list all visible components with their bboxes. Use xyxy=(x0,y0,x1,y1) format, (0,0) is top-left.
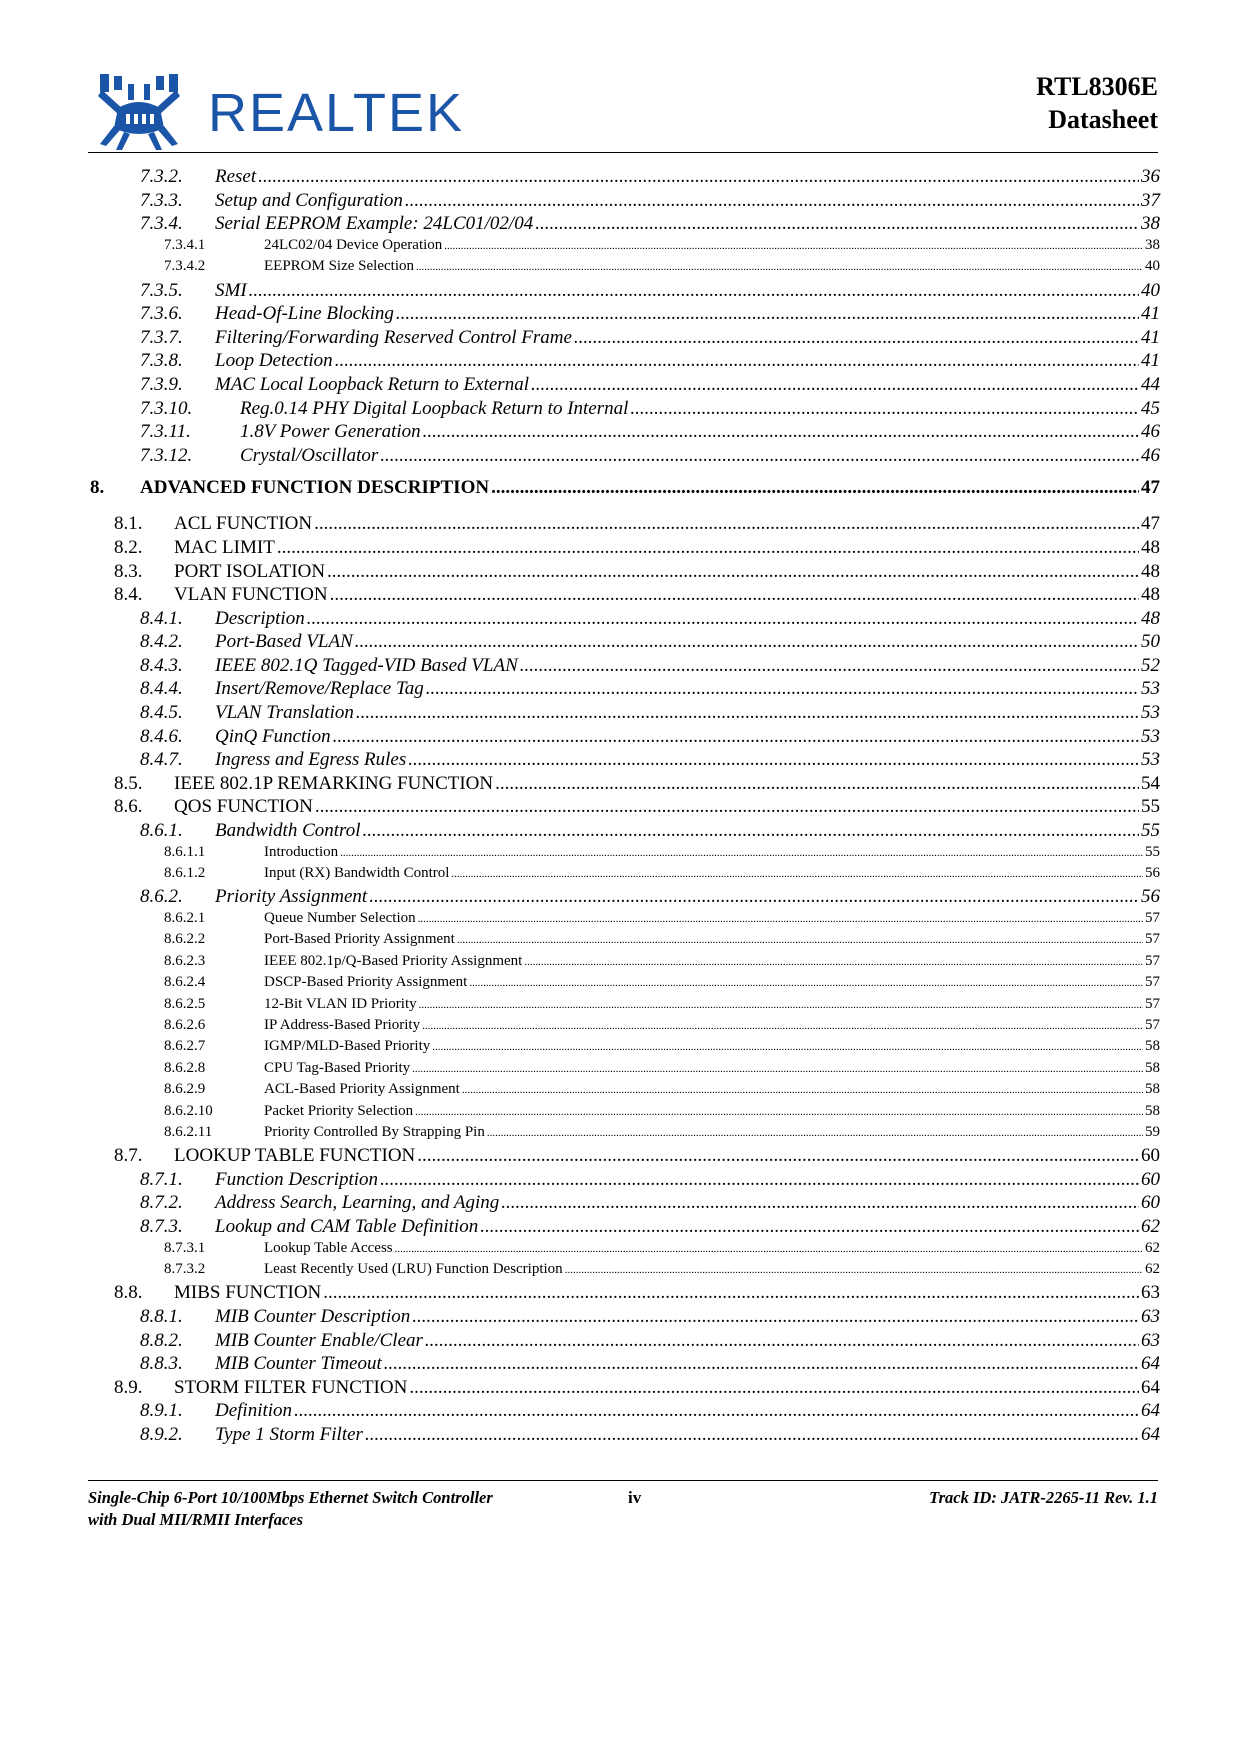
toc-entry-page: 60 xyxy=(1141,1192,1160,1214)
toc-entry[interactable] xyxy=(90,1169,1160,1193)
toc-entry-number: 8.1. xyxy=(114,513,143,535)
toc-entry-title: QinQ Function xyxy=(215,725,331,747)
toc-entry-title: ACL FUNCTION xyxy=(174,513,313,535)
toc-entry-number: 8.9. xyxy=(114,1376,143,1398)
toc-entry-number: 8.4.2. xyxy=(140,631,183,653)
toc-entry[interactable] xyxy=(90,702,1160,726)
toc-entry-number: 8.6.2.4 xyxy=(164,974,206,991)
toc-dot-leader xyxy=(307,608,1139,630)
toc-entry-page: 58 xyxy=(1145,1081,1160,1098)
toc-entry[interactable] xyxy=(90,1081,1160,1102)
toc-dot-leader xyxy=(425,1330,1139,1352)
toc-entry-number: 8.6.1.2 xyxy=(164,865,206,882)
toc-entry-number: 8.7.2. xyxy=(140,1192,183,1214)
toc-entry-page: 37 xyxy=(1141,189,1160,211)
toc-entry-number: 8.4. xyxy=(114,584,143,606)
toc-entry[interactable] xyxy=(90,445,1160,469)
toc-entry-page: 57 xyxy=(1145,995,1160,1012)
toc-entry-title: Reg.0.14 PHY Digital Loopback Return to Internal xyxy=(240,397,629,419)
toc-entry[interactable] xyxy=(90,953,1160,974)
toc-entry-number: 8.7.3.2 xyxy=(164,1261,206,1278)
toc-entry-number: 8.4.6. xyxy=(140,725,183,747)
toc-entry-title: Function Description xyxy=(215,1168,379,1190)
toc-entry-title: IEEE 802.1Q Tagged-VID Based VLAN xyxy=(215,654,518,676)
toc-entry-title: Priority Assignment xyxy=(215,886,368,908)
toc-entry-title: Bandwidth Control xyxy=(215,820,361,842)
toc-entry[interactable] xyxy=(90,655,1160,679)
toc-entry-title: Filtering/Forwarding Reserved Control Frame xyxy=(215,326,572,348)
toc-entry-title: Crystal/Oscillator xyxy=(240,444,379,466)
toc-dot-leader xyxy=(535,213,1139,235)
toc-entry[interactable] xyxy=(90,749,1160,773)
toc-entry-page: 62 xyxy=(1141,1216,1160,1238)
toc-dot-leader xyxy=(384,1353,1139,1375)
toc-dot-leader xyxy=(380,445,1139,467)
toc-entry-page: 62 xyxy=(1145,1239,1160,1256)
toc-entry-page: 46 xyxy=(1141,421,1160,443)
toc-entry-title: Ingress and Egress Rules xyxy=(215,749,407,771)
toc-dot-leader xyxy=(520,655,1139,677)
toc-dot-leader xyxy=(418,910,1143,927)
toc-dot-leader xyxy=(380,1169,1139,1191)
toc-dot-leader xyxy=(249,280,1139,302)
toc-entry-page: 63 xyxy=(1141,1329,1160,1351)
toc-entry-title: Lookup and CAM Table Definition xyxy=(215,1216,479,1238)
toc-entry[interactable] xyxy=(90,561,1160,585)
toc-entry-title: Description xyxy=(215,607,305,629)
realtek-crab-logo-icon xyxy=(94,70,184,152)
toc-entry-title: Setup and Configuration xyxy=(215,189,403,211)
toc-entry-page: 40 xyxy=(1141,279,1160,301)
toc-dot-leader xyxy=(491,477,1139,499)
toc-entry-page: 57 xyxy=(1145,931,1160,948)
toc-entry-page: 38 xyxy=(1145,236,1160,253)
toc-entry-page: 57 xyxy=(1145,952,1160,969)
toc-entry-page: 53 xyxy=(1141,725,1160,747)
toc-entry-number: 7.3.12. xyxy=(140,444,193,466)
toc-entry[interactable] xyxy=(90,996,1160,1017)
toc-entry-title: MAC Local Loopback Return to External xyxy=(215,373,529,395)
toc-entry-page: 58 xyxy=(1145,1038,1160,1055)
toc-dot-leader xyxy=(330,584,1139,606)
toc-entry-page: 53 xyxy=(1141,678,1160,700)
toc-dot-leader xyxy=(314,513,1139,535)
toc-dot-leader xyxy=(412,1060,1143,1077)
toc-entry-title: Lookup Table Access xyxy=(264,1239,393,1256)
toc-entry-title: VLAN FUNCTION xyxy=(174,584,328,606)
toc-entry-title: Type 1 Storm Filter xyxy=(215,1424,363,1446)
toc-entry[interactable] xyxy=(90,350,1160,374)
toc-entry[interactable] xyxy=(90,1400,1160,1424)
toc-dot-leader xyxy=(630,398,1139,420)
toc-entry-number: 8.6.2.11 xyxy=(164,1123,213,1140)
toc-entry-title: PORT ISOLATION xyxy=(174,560,326,582)
toc-entry-title: 24LC02/04 Device Operation xyxy=(264,236,443,253)
toc-dot-leader xyxy=(426,678,1139,700)
toc-entry-number: 7.3.10. xyxy=(140,397,193,419)
toc-dot-leader xyxy=(327,561,1139,583)
toc-entry-page: 58 xyxy=(1145,1059,1160,1076)
toc-entry[interactable] xyxy=(90,974,1160,995)
toc-entry-title: DSCP-Based Priority Assignment xyxy=(264,974,468,991)
toc-dot-leader xyxy=(415,1103,1143,1120)
toc-entry-number: 8.6.2.2 xyxy=(164,931,206,948)
toc-entry-page: 59 xyxy=(1145,1123,1160,1140)
toc-entry-number: 8.8.3. xyxy=(140,1353,183,1375)
toc-entry[interactable] xyxy=(90,327,1160,351)
toc-entry-page: 47 xyxy=(1141,513,1160,535)
toc-entry[interactable] xyxy=(90,1124,1160,1145)
toc-dot-leader xyxy=(395,1240,1143,1257)
toc-dot-leader xyxy=(412,1306,1139,1328)
toc-entry[interactable] xyxy=(90,190,1160,214)
toc-entry-number: 8.4.5. xyxy=(140,702,183,724)
toc-entry-title: IGMP/MLD-Based Priority xyxy=(264,1038,431,1055)
toc-entry-title: Insert/Remove/Replace Tag xyxy=(215,678,424,700)
toc-entry-title: MAC LIMIT xyxy=(174,536,275,558)
toc-entry-page: 60 xyxy=(1141,1168,1160,1190)
toc-entry[interactable] xyxy=(90,374,1160,398)
toc-entry[interactable] xyxy=(90,726,1160,750)
toc-entry[interactable] xyxy=(90,1261,1160,1282)
toc-entry[interactable] xyxy=(90,1330,1160,1354)
toc-entry[interactable] xyxy=(90,513,1160,537)
toc-entry-title: Loop Detection xyxy=(215,350,333,372)
toc-dot-leader xyxy=(409,1377,1139,1399)
toc-dot-leader xyxy=(417,1145,1139,1167)
toc-entry-page: 50 xyxy=(1141,631,1160,653)
toc-entry-title: Priority Controlled By Strapping Pin xyxy=(264,1123,485,1140)
toc-dot-leader xyxy=(335,350,1139,372)
toc-entry[interactable] xyxy=(90,1306,1160,1330)
toc-entry-number: 7.3.3. xyxy=(140,189,183,211)
toc-dot-leader xyxy=(416,258,1143,275)
toc-entry[interactable] xyxy=(90,237,1160,258)
toc-entry[interactable] xyxy=(90,303,1160,327)
toc-entry[interactable] xyxy=(90,280,1160,304)
toc-entry-title: Packet Priority Selection xyxy=(264,1102,414,1119)
toc-entry-title: SMI xyxy=(215,279,247,301)
toc-entry-page: 56 xyxy=(1141,886,1160,908)
toc-entry[interactable] xyxy=(90,213,1160,237)
toc-entry-page: 48 xyxy=(1141,584,1160,606)
toc-entry-number: 8.6.2.1 xyxy=(164,910,206,926)
toc-entry-title: 12-Bit VLAN ID Priority xyxy=(264,995,417,1012)
toc-entry-number: 7.3.4. xyxy=(140,213,183,235)
footer-track-id: Track ID: JATR-2265-11 Rev. 1.1 xyxy=(929,1488,1158,1507)
toc-entry-page: 52 xyxy=(1141,654,1160,676)
toc-dot-leader xyxy=(469,974,1143,991)
toc-entry-title: MIBS FUNCTION xyxy=(174,1282,322,1304)
toc-dot-leader xyxy=(462,1081,1143,1098)
toc-dot-leader xyxy=(565,1261,1143,1278)
toc-dot-leader xyxy=(480,1216,1139,1238)
toc-dot-leader xyxy=(444,237,1143,254)
toc-entry[interactable] xyxy=(90,796,1160,820)
toc-entry-number: 7.3.2. xyxy=(140,166,183,187)
toc-entry-number: 8.4.3. xyxy=(140,654,183,676)
toc-entry-page: 57 xyxy=(1145,974,1160,991)
toc-dot-leader xyxy=(495,773,1139,795)
page-header xyxy=(88,60,1158,153)
toc-entry-page: 55 xyxy=(1141,820,1160,842)
toc-entry-page: 57 xyxy=(1145,910,1160,926)
toc-entry-number: 8.6.1.1 xyxy=(164,843,206,860)
toc-dot-leader xyxy=(340,844,1143,861)
toc-entry[interactable] xyxy=(90,477,1160,501)
toc-entry-title: IEEE 802.1P REMARKING FUNCTION xyxy=(174,772,494,794)
toc-entry-page: 40 xyxy=(1145,258,1160,275)
toc-entry-title: EEPROM Size Selection xyxy=(264,258,414,275)
toc-entry-number: 8. xyxy=(90,477,105,499)
toc-entry-page: 44 xyxy=(1141,373,1160,395)
toc-dot-leader xyxy=(363,820,1139,842)
toc-dot-leader xyxy=(432,1038,1143,1055)
toc-dot-leader xyxy=(323,1282,1139,1304)
document-title xyxy=(1036,70,1158,136)
toc-entry[interactable] xyxy=(90,1240,1160,1261)
toc-dot-leader xyxy=(258,166,1139,188)
toc-dot-leader xyxy=(524,953,1143,970)
toc-dot-leader xyxy=(531,374,1139,396)
toc-dot-leader xyxy=(365,1424,1139,1446)
toc-entry-title: Input (RX) Bandwidth Control xyxy=(264,865,450,882)
toc-entry-number: 8.7.3. xyxy=(140,1216,183,1238)
toc-entry-page: 63 xyxy=(1141,1306,1160,1328)
toc-entry-title: Reset xyxy=(215,166,257,187)
toc-entry-title: MIB Counter Enable/Clear xyxy=(215,1329,423,1351)
toc-entry[interactable] xyxy=(90,421,1160,445)
toc-entry-title: ADVANCED FUNCTION DESCRIPTION xyxy=(140,477,490,499)
footer-product-description xyxy=(88,1487,493,1531)
document-type: Datasheet xyxy=(1048,105,1158,134)
toc-entry-page: 38 xyxy=(1141,213,1160,235)
toc-entry-page: 64 xyxy=(1141,1400,1160,1422)
toc-entry-number: 8.6.2.7 xyxy=(164,1038,206,1055)
toc-entry[interactable] xyxy=(90,1377,1160,1401)
toc-entry-page: 60 xyxy=(1141,1145,1160,1167)
toc-entry-number: 8.7.3.1 xyxy=(164,1239,206,1256)
toc-entry-title: Least Recently Used (LRU) Function Description xyxy=(264,1261,563,1278)
toc-entry[interactable] xyxy=(90,820,1160,844)
toc-dot-leader xyxy=(574,327,1139,349)
toc-entry-number: 8.8. xyxy=(114,1282,143,1304)
toc-entry-number: 8.9.1. xyxy=(140,1400,183,1422)
toc-entry-page: 48 xyxy=(1141,536,1160,558)
toc-entry-number: 8.6.2.5 xyxy=(164,995,206,1012)
table-of-contents xyxy=(90,166,1160,1448)
toc-entry[interactable] xyxy=(90,1282,1160,1306)
toc-dot-leader xyxy=(487,1124,1143,1141)
toc-entry-title: Serial EEPROM Example: 24LC01/02/04 xyxy=(215,213,534,235)
brand-wordmark: REALTEK xyxy=(208,83,465,143)
toc-entry-title: Head-Of-Line Blocking xyxy=(215,303,394,325)
toc-entry[interactable] xyxy=(90,1103,1160,1124)
toc-entry-title: Port-Based VLAN xyxy=(215,631,353,653)
toc-entry-title: STORM FILTER FUNCTION xyxy=(174,1376,408,1398)
toc-entry[interactable] xyxy=(90,678,1160,702)
toc-entry-number: 8.7.1. xyxy=(140,1168,183,1190)
toc-entry[interactable] xyxy=(90,1038,1160,1059)
toc-dot-leader xyxy=(277,537,1139,559)
toc-entry-page: 41 xyxy=(1141,326,1160,348)
toc-entry[interactable] xyxy=(90,1424,1160,1448)
toc-entry-number: 8.4.1. xyxy=(140,607,183,629)
toc-dot-leader xyxy=(333,726,1139,748)
toc-entry-page: 36 xyxy=(1141,166,1160,187)
toc-entry-number: 8.6.2.10 xyxy=(164,1102,213,1119)
toc-dot-leader xyxy=(396,303,1139,325)
toc-entry-number: 8.7. xyxy=(114,1145,143,1167)
toc-dot-leader xyxy=(419,996,1143,1013)
toc-entry-page: 47 xyxy=(1141,477,1160,499)
toc-entry-title: Queue Number Selection xyxy=(264,910,416,926)
toc-entry-page: 54 xyxy=(1141,772,1160,794)
product-name: RTL8306E xyxy=(1036,72,1158,101)
toc-entry-title: Port-Based Priority Assignment xyxy=(264,931,455,948)
toc-entry-page: 62 xyxy=(1145,1261,1160,1278)
toc-entry-title: Introduction xyxy=(264,843,339,860)
toc-entry[interactable] xyxy=(90,1192,1160,1216)
toc-entry[interactable] xyxy=(90,258,1160,279)
toc-entry[interactable] xyxy=(90,865,1160,886)
toc-dot-leader xyxy=(451,865,1143,882)
toc-entry-title: VLAN Translation xyxy=(215,702,354,724)
page-footer xyxy=(88,1480,1158,1529)
toc-dot-leader xyxy=(294,1400,1139,1422)
toc-entry-number: 8.5. xyxy=(114,772,143,794)
toc-entry-title: Address Search, Learning, and Aging xyxy=(215,1192,500,1214)
toc-entry-number: 7.3.4.2 xyxy=(164,258,206,275)
toc-entry-page: 57 xyxy=(1145,1016,1160,1033)
toc-entry-title: LOOKUP TABLE FUNCTION xyxy=(174,1145,416,1167)
toc-entry-number: 8.9.2. xyxy=(140,1424,183,1446)
toc-entry-number: 8.6.2. xyxy=(140,886,183,908)
toc-entry-title: ACL-Based Priority Assignment xyxy=(264,1081,460,1098)
toc-entry[interactable] xyxy=(90,844,1160,865)
toc-entry[interactable] xyxy=(90,910,1160,931)
toc-dot-leader xyxy=(423,421,1139,443)
toc-dot-leader xyxy=(422,1017,1143,1034)
toc-dot-leader xyxy=(408,749,1139,771)
footer-page-number: iv xyxy=(628,1488,642,1507)
toc-dot-leader xyxy=(405,190,1139,212)
toc-entry[interactable] xyxy=(90,1017,1160,1038)
toc-entry-number: 8.2. xyxy=(114,536,143,558)
toc-entry-page: 63 xyxy=(1141,1282,1160,1304)
toc-entry-page: 41 xyxy=(1141,350,1160,372)
toc-entry-number: 7.3.6. xyxy=(140,303,183,325)
toc-entry-title: 1.8V Power Generation xyxy=(240,421,421,443)
toc-entry-page: 53 xyxy=(1141,702,1160,724)
toc-entry-number: 7.3.9. xyxy=(140,373,183,395)
toc-entry-title: IP Address-Based Priority xyxy=(264,1016,421,1033)
toc-entry-title: IEEE 802.1p/Q-Based Priority Assignment xyxy=(264,952,523,969)
toc-entry[interactable] xyxy=(90,166,1160,190)
toc-entry-number: 8.6.2.8 xyxy=(164,1059,206,1076)
toc-entry-number: 7.3.11. xyxy=(140,421,191,443)
toc-dot-leader xyxy=(457,931,1143,948)
toc-dot-leader xyxy=(315,796,1139,818)
toc-entry-number: 8.6.2.9 xyxy=(164,1081,206,1098)
toc-entry-page: 56 xyxy=(1145,865,1160,882)
toc-dot-leader xyxy=(355,631,1139,653)
toc-dot-leader xyxy=(369,886,1139,908)
toc-entry-number: 8.8.2. xyxy=(140,1329,183,1351)
toc-entry[interactable] xyxy=(90,631,1160,655)
toc-entry-number: 8.6.1. xyxy=(140,820,183,842)
toc-dot-leader xyxy=(501,1192,1139,1214)
toc-entry[interactable] xyxy=(90,1145,1160,1169)
toc-entry-title: QOS FUNCTION xyxy=(174,796,313,818)
toc-entry-page: 53 xyxy=(1141,749,1160,771)
toc-entry-number: 8.4.4. xyxy=(140,678,183,700)
toc-entry-title: Definition xyxy=(215,1400,293,1422)
toc-entry-page: 41 xyxy=(1141,303,1160,325)
toc-entry[interactable] xyxy=(90,608,1160,632)
footer-description-line-1: Single-Chip 6-Port 10/100Mbps Ethernet Switch Controller xyxy=(88,1488,493,1507)
toc-entry-number: 8.8.1. xyxy=(140,1306,183,1328)
toc-entry-title: MIB Counter Timeout xyxy=(215,1353,382,1375)
toc-entry-number: 7.3.8. xyxy=(140,350,183,372)
footer-description-line-2: with Dual MII/RMII Interfaces xyxy=(88,1510,304,1529)
toc-entry-page: 55 xyxy=(1145,843,1160,860)
toc-entry-page: 58 xyxy=(1145,1102,1160,1119)
toc-entry[interactable] xyxy=(90,537,1160,561)
toc-entry-page: 64 xyxy=(1141,1424,1160,1446)
toc-entry[interactable] xyxy=(90,1353,1160,1377)
toc-entry-page: 55 xyxy=(1141,796,1160,818)
toc-entry-number: 8.4.7. xyxy=(140,749,183,771)
toc-entry-number: 7.3.4.1 xyxy=(164,236,206,253)
toc-dot-leader xyxy=(356,702,1139,724)
toc-entry-number: 8.6.2.6 xyxy=(164,1016,206,1033)
toc-entry[interactable] xyxy=(90,886,1160,910)
toc-entry-number: 7.3.7. xyxy=(140,326,183,348)
toc-entry[interactable] xyxy=(90,1216,1160,1240)
toc-entry[interactable] xyxy=(90,398,1160,422)
toc-entry-number: 8.3. xyxy=(114,560,143,582)
toc-entry-page: 46 xyxy=(1141,444,1160,466)
toc-entry-page: 64 xyxy=(1141,1353,1160,1375)
toc-entry-title: MIB Counter Description xyxy=(215,1306,411,1328)
toc-entry[interactable] xyxy=(90,584,1160,608)
toc-entry-page: 48 xyxy=(1141,560,1160,582)
toc-entry[interactable] xyxy=(90,931,1160,952)
toc-entry-page: 64 xyxy=(1141,1376,1160,1398)
realtek-logo xyxy=(88,70,468,152)
toc-entry-title: CPU Tag-Based Priority xyxy=(264,1059,411,1076)
toc-entry-number: 8.6.2.3 xyxy=(164,952,206,969)
toc-entry[interactable] xyxy=(90,773,1160,797)
toc-entry-number: 8.6. xyxy=(114,796,143,818)
toc-entry-number: 7.3.5. xyxy=(140,279,183,301)
toc-entry[interactable] xyxy=(90,1060,1160,1081)
toc-entry-page: 45 xyxy=(1141,397,1160,419)
toc-entry-page: 48 xyxy=(1141,607,1160,629)
